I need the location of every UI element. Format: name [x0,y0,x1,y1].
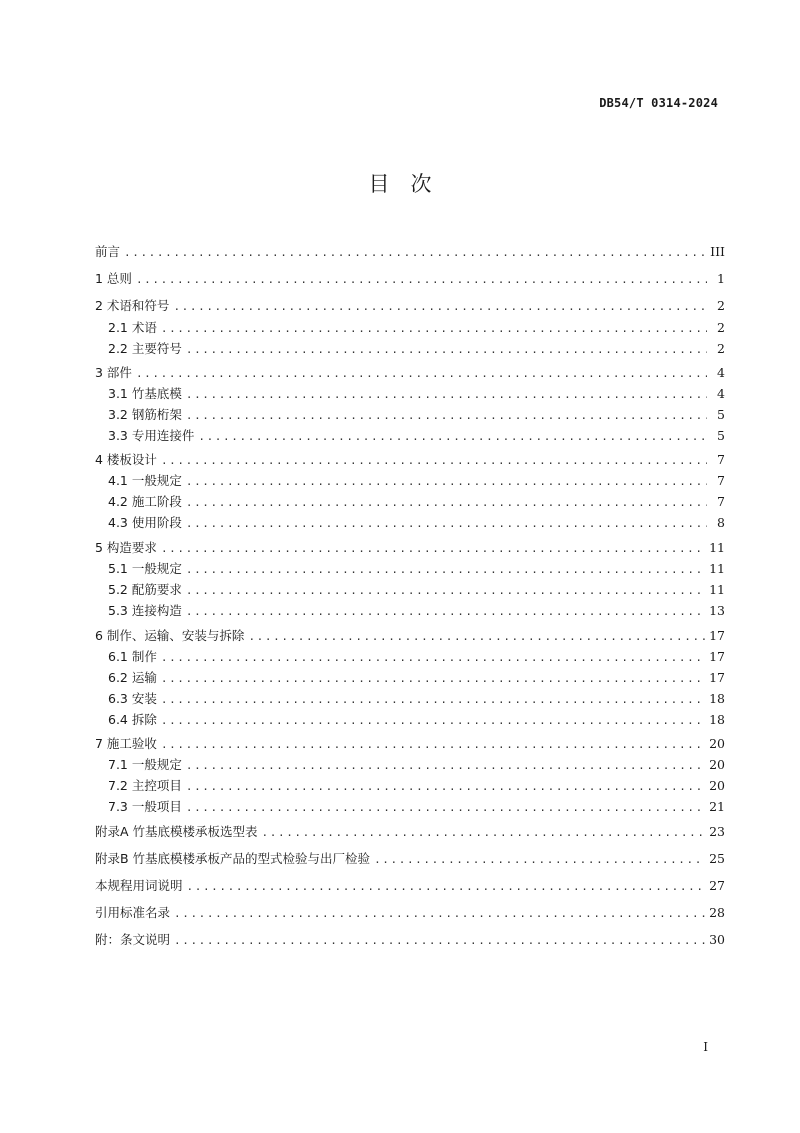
toc-dot-leader [161,454,707,467]
toc-entry-page: 28 [709,905,725,920]
toc-entry [108,318,725,336]
toc-entry-label: 4.2 施工阶段 [108,494,182,509]
toc-entry-page: 23 [709,824,725,839]
toc-dot-leader [186,343,707,356]
toc-entry [95,538,725,556]
toc-entry-label: 4.1 一般规定 [108,473,182,488]
toc-entry-label: 7.2 主控项目 [108,778,182,793]
toc-entry [108,601,725,619]
toc-entry [108,559,725,577]
toc-entry-page: 1 [717,271,725,286]
toc-dot-leader [186,605,705,618]
toc-entry-page: 20 [709,778,725,793]
toc-entry-label: 6.1 制作 [108,649,157,664]
toc-dot-leader [161,542,705,555]
toc-dot-leader [161,738,705,751]
toc-entry-label: 6 制作、运输、安装与拆除 [95,628,245,643]
page-folio: I [703,1040,708,1054]
toc-entry-label: 4.3 使用阶段 [108,515,182,530]
toc-entry-label: 本规程用词说明 [95,878,183,893]
toc-entry-page: 2 [717,298,725,313]
toc-entry-page: 18 [709,691,725,706]
toc-entry-label: 7.3 一般项目 [108,799,182,814]
toc-entry-page: 5 [717,428,725,443]
toc-dot-leader [161,672,705,685]
toc-entry-page: 17 [709,649,725,664]
toc-entry-label: 附录A 竹基底模楼承板选型表 [95,824,258,839]
toc-entry [95,822,725,840]
toc-entry-label: 4 楼板设计 [95,452,157,467]
toc-entry-label: 3.1 竹基底模 [108,386,182,401]
toc-entry-label: 7.1 一般规定 [108,757,182,772]
toc-entry [108,339,725,357]
toc-entry-label: 1 总则 [95,271,132,286]
toc-entry-label: 5 构造要求 [95,540,157,555]
toc-entry-page: 30 [709,932,725,947]
document-code: DB54/T 0314-2024 [599,96,718,110]
toc-entry [95,930,725,948]
toc-dot-leader [186,563,705,576]
toc-dot-leader [173,300,707,313]
toc-dot-leader [136,273,707,286]
toc-entry-label: 5.3 连接构造 [108,603,182,618]
toc-entry-label: 2 术语和符号 [95,298,170,313]
toc-entry-label: 2.2 主要符号 [108,341,182,356]
toc-entry-page: 2 [717,320,725,335]
toc-entry [108,668,725,686]
toc-entry-page: 20 [709,757,725,772]
toc-entry [108,426,725,444]
toc-dot-leader [161,714,705,727]
toc-dot-leader [136,367,707,380]
toc-entry-page: 7 [717,452,725,467]
toc-entry-page: 11 [709,561,725,576]
toc-entry [108,689,725,707]
toc-entry-label: 前言 [95,244,121,259]
page-title: 目 次 [368,172,432,196]
toc-entry [108,492,725,510]
toc-dot-leader [161,651,705,664]
toc-dot-leader [186,409,707,422]
toc-entry-page: 18 [709,712,725,727]
toc-entry [108,513,725,531]
toc-entry-page: 21 [709,799,725,814]
toc-entry [108,647,725,665]
toc-entry [108,405,725,423]
toc-entry-label: 2.1 术语 [108,320,157,335]
toc-entry-label: 3.3 专用连接件 [108,428,195,443]
toc-dot-leader [174,934,705,947]
toc-entry-label: 6.2 运输 [108,670,157,685]
toc-entry-label: 附录B 竹基底模楼承板产品的型式检验与出厂检验 [95,851,371,866]
toc-entry [108,797,725,815]
toc-entry-page: 5 [717,407,725,422]
toc-dot-leader [161,322,707,335]
toc-entry-page: 25 [709,851,725,866]
toc-entry [95,903,725,921]
toc-entry [95,876,725,894]
toc-entry [108,755,725,773]
toc-entry-page: 8 [717,515,725,530]
toc-dot-leader [186,780,705,793]
toc-dot-leader [174,907,705,920]
toc-entry [95,450,725,468]
toc-entry [108,776,725,794]
toc-entry-page: 27 [709,878,725,893]
toc-entry-page: 13 [709,603,725,618]
toc-dot-leader [262,826,706,839]
toc-entry-page: 11 [709,582,725,597]
toc-dot-leader [187,880,706,893]
toc-entry [108,471,725,489]
toc-entry [95,849,725,867]
toc-entry-label: 6.4 拆除 [108,712,157,727]
toc-dot-leader [161,693,705,706]
toc-entry [95,626,725,644]
toc-entry-page: 20 [709,736,725,751]
toc-entry [95,269,725,287]
toc-entry [95,734,725,752]
toc-dot-leader [186,584,705,597]
toc-entry-page: 17 [709,670,725,685]
toc-entry-page: 4 [717,365,725,380]
toc-entry-page: III [710,244,725,259]
toc-dot-leader [124,246,706,259]
toc-entry-label: 引用标准名录 [95,905,171,920]
toc-entry [95,363,725,381]
toc-entry-page: 7 [717,494,725,509]
toc-entry-page: 11 [709,540,725,555]
toc-entry-label: 3.2 钢筋桁架 [108,407,182,422]
toc-dot-leader [186,801,705,814]
toc-dot-leader [248,630,705,643]
toc-entry [108,710,725,728]
toc-entry [95,242,725,260]
toc-entry-label: 6.3 安装 [108,691,157,706]
toc-entry-page: 7 [717,473,725,488]
toc-entry-label: 3 部件 [95,365,132,380]
toc-entry [108,384,725,402]
toc-dot-leader [186,517,707,530]
toc-entry-label: 5.2 配筋要求 [108,582,182,597]
toc-entry-page: 4 [717,386,725,401]
toc-entry [95,296,725,314]
toc-entry [108,580,725,598]
toc-entry-page: 17 [709,628,725,643]
toc-entry-label: 附：条文说明 [95,932,171,947]
toc-dot-leader [374,853,705,866]
toc-entry-label: 7 施工验收 [95,736,157,751]
toc-dot-leader [186,388,707,401]
toc-dot-leader [186,475,707,488]
toc-entry-label: 5.1 一般规定 [108,561,182,576]
toc-entry-page: 2 [717,341,725,356]
toc-dot-leader [186,759,705,772]
toc-dot-leader [186,496,707,509]
toc-dot-leader [198,430,707,443]
